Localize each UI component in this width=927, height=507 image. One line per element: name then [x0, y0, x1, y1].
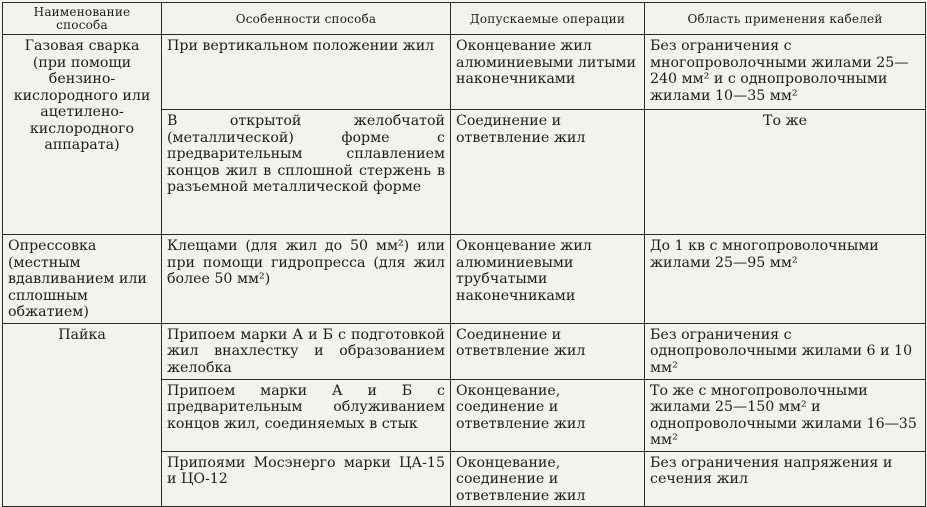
application-cell: То же с многопроволочными жилами 25—150 мм² и однопроволочными жилами 16—35 мм² [645, 379, 926, 451]
operations-cell: Соединение и ответвление жил [451, 323, 645, 379]
operations-cell: Оконцевание, соединение и ответвление жил [451, 451, 645, 507]
table-row [3, 235, 926, 324]
application-cell: То же [645, 110, 926, 235]
method-gas-welding: Газовая сварка (при помощи бензино-кислородного или ацетилено-кислородного аппарата) [3, 35, 162, 235]
header-application: Область применения кабелей [645, 3, 926, 35]
table-row [3, 35, 926, 110]
operations-cell: Оконцевание жил алюминиевыми литыми наконечниками [451, 35, 645, 110]
method-soldering: Пайка [3, 323, 162, 507]
application-cell: Без ограничения напряжения и сечения жил [645, 451, 926, 507]
header-operations: Допускаемые операции [451, 3, 645, 35]
features-cell: Клещами (для жил до 50 мм²) или при помощи гидропресса (для жил более 50 мм²) [162, 235, 451, 324]
features-cell: Припоем марки А и Б с подготовкой жил внахлестку и образованием желобка [162, 323, 451, 379]
features-cell: Припоями Мосэнерго марки ЦА-15 и ЦО-12 [162, 451, 451, 507]
operations-cell: Соединение и ответвление жил [451, 110, 645, 235]
application-cell: Без ограничения с однопроволочными жилами 6 и 10 мм² [645, 323, 926, 379]
method-pressing: Опрессовка (местным вдавливанием или сплошным обжатием) [3, 235, 162, 324]
cable-methods-table [2, 2, 926, 507]
features-cell: В открытой желобчатой (металлической) форме с предварительным сплавлением концов жил в сплошной стержень в разъемной металлической форме [162, 110, 451, 235]
application-cell: До 1 кв с многопроволочными жилами 25—95 мм² [645, 235, 926, 324]
operations-cell: Оконцевание, соединение и ответвление жил [451, 379, 645, 451]
table-row [3, 323, 926, 379]
operations-cell: Оконцевание жил алюминиевыми трубчатыми наконечниками [451, 235, 645, 324]
features-cell: При вертикальном положении жил [162, 35, 451, 110]
header-method: Наименование способа [3, 3, 162, 35]
header-row [3, 3, 926, 35]
application-cell: Без ограничения с многопроволочными жилами 25—240 мм² и с однопроволочными жилами 10—35 мм² [645, 35, 926, 110]
features-cell: Припоем марки А и Б с предварительным облуживанием концов жил, соединяемых в стык [162, 379, 451, 451]
header-features: Особенности способа [162, 3, 451, 35]
